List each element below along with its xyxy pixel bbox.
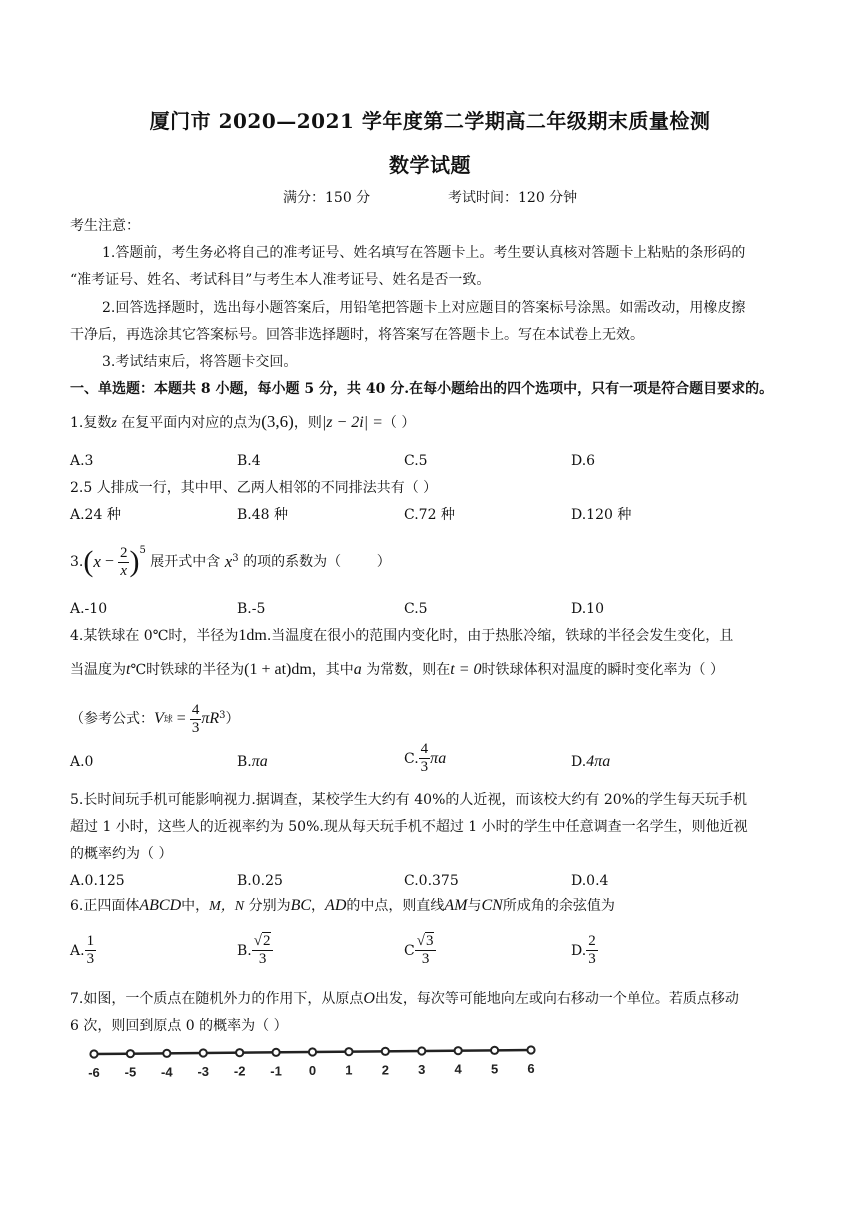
- q6-text-c: 分别为: [244, 898, 291, 914]
- q2-option-a: A.24 种: [70, 507, 121, 523]
- q4-option-c-fraction: [419, 742, 431, 775]
- q1-expression: |z − 2i| =: [321, 414, 383, 431]
- q6-option-a-num: 1: [86, 933, 95, 949]
- q4-text-2b: ℃时铁球的半径为: [130, 662, 245, 678]
- q6-option-c: [404, 934, 436, 967]
- q1-text-c: ，则: [293, 415, 322, 431]
- q6-text-e: 的中点，则直线: [346, 898, 445, 914]
- q6-option-c-fraction: [415, 934, 437, 967]
- q4-V-subscript: 球: [163, 715, 173, 725]
- time-info: 考试时间：120 分钟: [448, 190, 578, 206]
- q4-var-a: a: [353, 661, 362, 678]
- q4-pi-R: πR: [201, 710, 220, 727]
- q7-origin: O: [363, 990, 375, 1007]
- question-5-line-3: 的概率约为（ ）: [70, 846, 173, 862]
- q6-option-a: [70, 934, 96, 967]
- q4-equals: =: [172, 710, 190, 727]
- number-line-point: [345, 1048, 352, 1055]
- q4-text-2e: 时铁球体积对温度的瞬时变化率为（ ）: [481, 662, 724, 678]
- q6-text-f: 与: [467, 898, 482, 914]
- q6-option-d-fraction: [586, 934, 598, 967]
- q1-text-d: （ ）: [382, 415, 416, 431]
- q6-option-c-den: 3: [421, 951, 430, 967]
- q3-exponent: 5: [139, 545, 146, 556]
- number-line-tick-label: -5: [124, 1064, 137, 1080]
- q3-option-b: B.-5: [237, 601, 266, 617]
- number-line-point: [455, 1047, 462, 1054]
- q3-var-x: x: [93, 552, 101, 571]
- q6-cn: CN: [481, 897, 503, 914]
- number-line-tick-label: -4: [161, 1064, 173, 1080]
- q3-option-c: C.5: [404, 601, 428, 617]
- number-line-point: [127, 1050, 134, 1057]
- q4-option-c-tail: πa: [430, 749, 447, 767]
- number-line-tick-label: 1: [345, 1062, 353, 1078]
- q1-var-z: z: [111, 416, 117, 431]
- q6-option-d: [571, 934, 598, 967]
- q6-text-g: 所成角的余弦值为: [502, 898, 615, 914]
- q4-option-b-label: B.: [237, 754, 252, 770]
- question-5-line-2: 超过 1 小时，这些人的近视率约为 50%.现从每天玩手机不超过 1 小时的学生中任意调查一名学生，则他近视: [70, 819, 748, 835]
- q4-option-d-label: D.: [571, 754, 587, 770]
- q6-bc: BC: [290, 897, 312, 914]
- notice-item-1a: 1.答题前，考生务必将自己的准考证号、姓名填写在答题卡上。考生要认真核对答题卡上粘贴的条形码的: [102, 245, 746, 261]
- number-line-point: [491, 1047, 498, 1054]
- number-line-tick-label: 4: [454, 1061, 462, 1077]
- notice-item-2a: 2.回答选择题时，选出每小题答案后，用铅笔把答题卡上对应题目的答案标号涂黑。如需改动，用橡皮擦: [102, 300, 746, 316]
- q3-option-d: D.10: [571, 601, 604, 617]
- q5-option-a: A.0.125: [70, 873, 125, 889]
- question-5-line-1: 5.长时间玩手机可能影响视力.据调查，某校学生大约有 40%的人近视，而该校大约有 20%的学生每天玩手机: [70, 792, 747, 808]
- number-line-point: [163, 1050, 170, 1057]
- q4-text-1a: 4.某铁球在 0℃时，半径为: [70, 628, 239, 644]
- q6-option-b-fraction: [252, 934, 274, 967]
- q4-radius-t: (1 + at)dm: [244, 661, 312, 678]
- q6-am: AM: [444, 897, 468, 914]
- q6-option-a-label: A.: [70, 942, 85, 959]
- q5-option-c: C.0.375: [404, 873, 459, 889]
- q3-paren-right: ): [129, 545, 140, 578]
- q4-option-d: [571, 752, 610, 772]
- question-7-line-2: 6 次，则回到原点 0 的概率为（ ）: [70, 1018, 288, 1034]
- q3-frac-num: 2: [119, 544, 128, 561]
- question-2-stem: 2.5 人排成一行，其中甲、乙两人相邻的不同排法共有（ ）: [70, 480, 438, 496]
- number-line-point: [309, 1048, 316, 1055]
- q6-abcd: ABCD: [139, 897, 182, 914]
- q6-option-b-num: √2: [252, 934, 274, 951]
- exam-subtitle: 数学试题: [389, 153, 471, 177]
- number-line-tick-label: 6: [527, 1061, 535, 1076]
- number-line-tick-label: 3: [418, 1062, 426, 1077]
- number-line-tick-label: 5: [490, 1061, 499, 1077]
- score-info: 满分：150 分: [283, 190, 371, 206]
- q3-fraction: [118, 546, 130, 579]
- q6-option-b-radicand: 2: [262, 933, 271, 949]
- q4-text-2d: 为常数，则在: [361, 662, 451, 678]
- q4-option-d-value: 4πa: [586, 753, 611, 770]
- q4-option-c-num: 4: [420, 741, 429, 757]
- q6-option-c-num: √3: [415, 934, 437, 951]
- question-3-stem: [70, 537, 391, 587]
- q4-option-a: A.0: [70, 754, 94, 770]
- q6-option-d-label: D.: [571, 942, 587, 959]
- q3-var-x3: x: [224, 552, 233, 571]
- notice-item-2b: 干净后，再选涂其它答案标号。回答非选择题时，将答案写在答题卡上。写在本试卷上无效。: [70, 327, 644, 343]
- q4-radius-0: 1dm: [238, 627, 267, 644]
- q3-number: 3.: [70, 554, 84, 570]
- q3-text-a: 展开式中含: [145, 554, 225, 570]
- q6-option-c-label: C: [404, 942, 415, 959]
- q4-text-1b: .当温度在很小的范围内变化时，由于热胀冷缩，铁球的半径会发生变化，且: [266, 628, 734, 644]
- q6-option-c-radicand: 3: [425, 933, 434, 949]
- number-line-point: [418, 1047, 425, 1054]
- number-line-point: [527, 1046, 534, 1053]
- q2-option-b: B.48 种: [237, 507, 289, 523]
- q2-option-c: C.72 种: [404, 507, 455, 523]
- q6-option-d-num: 2: [588, 933, 596, 949]
- number-line-tick-label: -3: [197, 1064, 210, 1079]
- q7-text-1a: 7.如图，一个质点在随机外力的作用下，从原点: [70, 991, 364, 1007]
- q3-paren-left: (: [83, 545, 94, 578]
- q2-option-d: D.120 种: [571, 507, 632, 523]
- number-line-point: [382, 1048, 389, 1055]
- q1-point: (3,6): [261, 412, 294, 431]
- q6-ad: AD: [325, 897, 347, 914]
- number-line-tick-label: -1: [270, 1063, 282, 1079]
- number-line-point: [200, 1049, 207, 1056]
- q6-option-a-den: 3: [86, 951, 95, 967]
- q4-text-2c: ，其中: [311, 662, 354, 678]
- q1-text-b: 在复平面内对应的点为: [116, 415, 262, 431]
- question-7-line-1: [70, 989, 739, 1009]
- q4-ref-fraction: [190, 703, 202, 736]
- number-line-tick-label: -6: [88, 1065, 100, 1080]
- number-line-tick-label: 2: [381, 1062, 389, 1078]
- number-line-tick-label: 0: [308, 1063, 317, 1078]
- q3-frac-den: x: [120, 562, 128, 579]
- q6-option-d-den: 3: [588, 951, 596, 967]
- q1-option-b: B.4: [237, 453, 261, 469]
- q3-minus: −: [100, 553, 118, 570]
- q6-option-b-label: B.: [237, 942, 252, 959]
- q4-ref-close: ）: [225, 711, 240, 727]
- q4-reference-formula: [70, 696, 240, 742]
- q5-option-d: D.0.4: [571, 873, 609, 889]
- q4-var-t: t: [126, 661, 131, 678]
- question-4-line-2: [70, 660, 724, 680]
- notice-item-1b: “准考证号、姓名、考试科目”与考生本人准考证号、姓名是否一致。: [70, 272, 491, 288]
- q3-text-b: 的项的系数为（ ）: [238, 554, 391, 570]
- q4-text-2a: 当温度为: [70, 662, 126, 678]
- notice-item-3: 3.考试结束后，将答题卡交回。: [102, 354, 298, 370]
- q4-ref-num: 4: [191, 701, 200, 718]
- q4-option-c-label: C.: [404, 750, 419, 767]
- number-line-figure: [80, 1040, 550, 1085]
- number-line-point: [90, 1050, 97, 1057]
- q6-text-a: 6.正四面体: [70, 898, 140, 914]
- q1-option-d: D.6: [571, 453, 596, 469]
- q6-mn: M，N: [209, 899, 245, 914]
- q4-option-c: [404, 742, 446, 775]
- q6-option-b: [237, 934, 273, 967]
- q4-option-b-value: πa: [251, 753, 268, 770]
- question-4-line-1: [70, 626, 733, 646]
- q7-text-1b: 出发，每次等可能地向左或向右移动一个单位。若质点移动: [374, 991, 739, 1007]
- question-6-stem: [70, 896, 615, 917]
- q4-t-zero: t = 0: [450, 661, 482, 678]
- q5-option-b: B.0.25: [237, 873, 283, 889]
- q6-text-b: 中，: [181, 898, 210, 914]
- q4-option-c-den: 3: [420, 759, 429, 775]
- exam-title: 厦门市 2020—2021 学年度第二学期高二年级期末质量检测: [149, 109, 711, 133]
- q4-var-V: V: [154, 710, 164, 727]
- question-1-stem: [70, 412, 415, 434]
- number-line-point: [272, 1049, 279, 1056]
- q6-text-d: ，: [311, 898, 326, 914]
- q4-ref-open: （参考公式：: [70, 711, 154, 727]
- q1-option-a: A.3: [70, 453, 94, 469]
- section-heading: 一、单选题：本题共 8 小题，每小题 5 分，共 40 分.在每小题给出的四个选项中，只有一项是符合题目要求的。: [70, 381, 774, 397]
- q3-x3-exponent: 3: [232, 553, 239, 564]
- notice-heading: 考生注意：: [70, 218, 140, 234]
- q3-option-a: A.-10: [70, 601, 108, 617]
- number-line-tick-label: -2: [233, 1063, 246, 1079]
- number-line-point: [236, 1049, 243, 1056]
- q4-ref-den: 3: [191, 719, 200, 736]
- q4-R-exponent: 3: [219, 710, 226, 721]
- q4-option-b: [237, 752, 268, 772]
- q6-option-a-fraction: [85, 934, 97, 967]
- q1-text-a: 1.复数: [70, 415, 112, 431]
- q6-option-b-den: 3: [258, 951, 267, 967]
- q1-option-c: C.5: [404, 453, 428, 469]
